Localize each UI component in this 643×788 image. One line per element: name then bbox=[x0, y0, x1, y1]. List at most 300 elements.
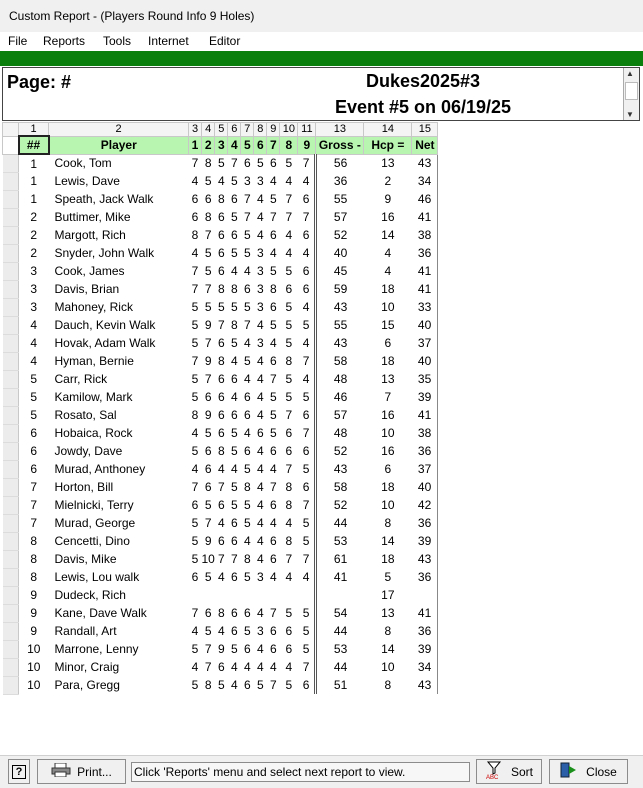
row-selector[interactable] bbox=[3, 352, 19, 370]
net-cell: 39 bbox=[412, 388, 438, 406]
column-header[interactable]: 7 bbox=[267, 136, 280, 154]
hole-score-cell: 7 bbox=[302, 426, 310, 440]
group-number-cell: 5 bbox=[30, 390, 38, 404]
hole-score-cell: 6 bbox=[218, 426, 225, 440]
row-selector[interactable] bbox=[3, 568, 19, 586]
hole-score-cell: 6 bbox=[231, 408, 238, 422]
hole-score-cell: 6 bbox=[231, 516, 238, 530]
column-header[interactable]: Net bbox=[412, 136, 438, 154]
hole-score-cell: 6 bbox=[231, 534, 238, 548]
menu-editor[interactable]: Editor bbox=[209, 34, 241, 48]
hole-score-cell: 5 bbox=[244, 624, 251, 638]
player-name-cell: Davis, Mike bbox=[54, 552, 117, 566]
group-number-cell: 1 bbox=[30, 192, 38, 206]
hole-score-cell: 5 bbox=[231, 174, 238, 188]
hole-score-cell: 6 bbox=[204, 606, 212, 620]
hole-score-cell: 4 bbox=[270, 660, 277, 674]
hole-score-cell: 4 bbox=[231, 390, 238, 404]
hole-score-cell: 5 bbox=[204, 426, 212, 440]
hole-score-cell: 6 bbox=[302, 192, 310, 206]
hole-score-cell: 4 bbox=[231, 660, 238, 674]
hole-score-cell: 6 bbox=[244, 678, 251, 692]
row-selector[interactable] bbox=[3, 136, 19, 154]
gross-cell: 45 bbox=[316, 262, 364, 280]
table-row[interactable] bbox=[3, 586, 438, 604]
row-selector[interactable] bbox=[3, 424, 19, 442]
close-button[interactable] bbox=[549, 759, 628, 784]
row-selector[interactable] bbox=[3, 370, 19, 388]
net-cell: 36 bbox=[412, 622, 438, 640]
column-number: 6 bbox=[228, 123, 241, 137]
hole-score-cell: 5 bbox=[244, 462, 251, 476]
row-selector[interactable] bbox=[3, 658, 19, 676]
hole-score-cell: 6 bbox=[218, 336, 225, 350]
hole-score-cell: 4 bbox=[302, 372, 310, 386]
hole-score-cell: 6 bbox=[191, 498, 199, 512]
net-cell: 36 bbox=[412, 244, 438, 262]
hole-score-cell: 4 bbox=[270, 174, 277, 188]
page-label: Page: # bbox=[7, 72, 72, 92]
column-header[interactable]: 1 bbox=[189, 136, 202, 154]
table-row[interactable] bbox=[3, 334, 438, 352]
menu-reports[interactable]: Reports bbox=[43, 34, 86, 48]
hole-score-cell: 7 bbox=[285, 192, 293, 206]
table-row[interactable] bbox=[3, 190, 438, 208]
hole-score-cell: 4 bbox=[218, 462, 225, 476]
gross-cell: 43 bbox=[316, 460, 364, 478]
column-header[interactable]: 4 bbox=[228, 136, 241, 154]
hole-score-cell: 5 bbox=[204, 246, 212, 260]
handicap-cell: 10 bbox=[381, 498, 395, 512]
group-number-cell: 4 bbox=[30, 354, 38, 368]
row-selector[interactable] bbox=[3, 388, 19, 406]
hole-score-cell bbox=[267, 586, 280, 604]
hole-score-cell: 5 bbox=[244, 246, 251, 260]
table-row[interactable] bbox=[3, 316, 438, 334]
column-number: 8 bbox=[254, 123, 267, 137]
gross-cell: 54 bbox=[316, 604, 364, 622]
hole-score-cell: 5 bbox=[204, 264, 212, 278]
player-name-cell: Dudeck, Rich bbox=[54, 588, 126, 602]
row-selector[interactable] bbox=[3, 550, 19, 568]
sort-button[interactable] bbox=[476, 759, 542, 784]
net-cell: 37 bbox=[412, 334, 438, 352]
gross-cell: 57 bbox=[316, 208, 364, 226]
row-selector[interactable] bbox=[3, 226, 19, 244]
table-row[interactable] bbox=[3, 568, 438, 586]
hole-score-cell: 4 bbox=[285, 516, 293, 530]
row-selector[interactable] bbox=[3, 280, 19, 298]
hole-score-cell: 8 bbox=[204, 210, 212, 224]
row-selector[interactable] bbox=[3, 334, 19, 352]
hole-score-cell: 5 bbox=[285, 336, 293, 350]
hole-score-cell: 4 bbox=[257, 228, 264, 242]
table-row[interactable] bbox=[3, 478, 438, 496]
hole-score-cell: 6 bbox=[244, 156, 251, 171]
player-name-cell: Mahoney, Rick bbox=[54, 300, 133, 314]
player-name-cell: Buttimer, Mike bbox=[54, 210, 131, 224]
hole-score-cell: 6 bbox=[302, 264, 310, 278]
hole-score-cell: 7 bbox=[302, 354, 310, 368]
player-name-cell: Murad, Anthoney bbox=[54, 462, 146, 476]
column-header[interactable]: 5 bbox=[241, 136, 254, 154]
hole-score-cell: 5 bbox=[285, 678, 293, 692]
gross-cell: 55 bbox=[316, 316, 364, 334]
net-cell: 34 bbox=[412, 172, 438, 190]
hole-score-cell: 5 bbox=[285, 372, 293, 386]
net-cell: 36 bbox=[412, 514, 438, 532]
net-cell: 40 bbox=[412, 316, 438, 334]
hole-score-cell: 4 bbox=[257, 192, 264, 206]
hole-score-cell: 5 bbox=[302, 606, 310, 620]
title-bar bbox=[0, 0, 643, 32]
hole-score-cell: 6 bbox=[204, 192, 212, 206]
print-label: Print... bbox=[77, 764, 112, 779]
net-cell bbox=[412, 586, 438, 604]
table-row[interactable] bbox=[3, 406, 438, 424]
table-row[interactable] bbox=[3, 388, 438, 406]
player-name-cell: Hobaica, Rock bbox=[54, 426, 133, 440]
hole-score-cell: 6 bbox=[231, 192, 238, 206]
row-selector[interactable] bbox=[3, 316, 19, 334]
hole-score-cell: 7 bbox=[244, 192, 251, 206]
column-header[interactable]: 2 bbox=[202, 136, 215, 154]
event-line: Event #5 on 06/19/25 bbox=[334, 97, 512, 117]
hole-score-cell: 6 bbox=[302, 408, 310, 422]
hole-score-cell: 6 bbox=[302, 282, 310, 296]
table-row[interactable] bbox=[3, 640, 438, 658]
table-row[interactable] bbox=[3, 676, 438, 694]
hole-score-cell: 8 bbox=[218, 282, 225, 296]
table-row[interactable] bbox=[3, 424, 438, 442]
hole-score-cell: 8 bbox=[285, 354, 293, 368]
hole-score-cell: 5 bbox=[270, 318, 277, 332]
gross-cell: 56 bbox=[316, 154, 364, 172]
player-name-cell: Lewis, Lou walk bbox=[54, 570, 140, 584]
hole-score-cell: 5 bbox=[270, 408, 277, 422]
hole-score-cell: 3 bbox=[257, 264, 264, 278]
handicap-cell: 18 bbox=[381, 282, 395, 296]
group-number-cell: 5 bbox=[30, 372, 38, 386]
hole-score-cell: 5 bbox=[244, 300, 251, 314]
printer-icon bbox=[51, 763, 71, 780]
hole-score-cell: 4 bbox=[257, 390, 264, 404]
hole-score-cell: 4 bbox=[257, 660, 264, 674]
handicap-cell: 14 bbox=[381, 228, 395, 242]
player-name-cell: Dauch, Kevin Walk bbox=[54, 318, 156, 332]
hole-score-cell: 4 bbox=[231, 678, 238, 692]
scroll-thumb[interactable] bbox=[625, 82, 638, 100]
hole-score-cell: 7 bbox=[302, 498, 310, 512]
hole-score-cell: 6 bbox=[231, 606, 238, 620]
hole-score-cell: 6 bbox=[218, 210, 225, 224]
group-number-cell: 8 bbox=[30, 552, 38, 566]
net-cell: 39 bbox=[412, 532, 438, 550]
hole-score-cell: 3 bbox=[257, 570, 264, 584]
table-row[interactable] bbox=[3, 514, 438, 532]
hole-score-cell: 3 bbox=[257, 174, 264, 188]
row-selector[interactable] bbox=[3, 190, 19, 208]
hole-score-cell: 6 bbox=[270, 156, 277, 171]
report-title: Dukes2025#3 bbox=[365, 71, 481, 91]
hole-score-cell: 4 bbox=[302, 570, 310, 584]
hole-score-cell: 9 bbox=[204, 408, 212, 422]
handicap-cell: 13 bbox=[381, 606, 395, 620]
table-row[interactable] bbox=[3, 244, 438, 262]
hole-score-cell: 7 bbox=[218, 552, 225, 566]
column-header[interactable]: Gross - bbox=[316, 136, 364, 154]
row-selector[interactable] bbox=[3, 460, 19, 478]
hole-score-cell: 9 bbox=[218, 642, 225, 656]
net-cell: 42 bbox=[412, 496, 438, 514]
table-row[interactable] bbox=[3, 622, 438, 640]
group-number-cell: 4 bbox=[30, 318, 38, 332]
column-header[interactable]: Player bbox=[49, 136, 189, 154]
hole-score-cell: 6 bbox=[204, 462, 212, 476]
hole-score-cell: 6 bbox=[285, 282, 293, 296]
hole-score-cell: 4 bbox=[244, 264, 251, 278]
hole-score-cell: 5 bbox=[244, 228, 251, 242]
hole-score-cell: 7 bbox=[302, 660, 310, 674]
row-selector[interactable] bbox=[3, 622, 19, 640]
row-selector[interactable] bbox=[3, 676, 19, 694]
table-row[interactable] bbox=[3, 208, 438, 226]
column-number-row bbox=[3, 123, 438, 137]
table-row[interactable] bbox=[3, 298, 438, 316]
row-selector[interactable] bbox=[3, 532, 19, 550]
row-selector[interactable] bbox=[3, 442, 19, 460]
hole-score-cell: 4 bbox=[257, 552, 264, 566]
hole-score-cell: 5 bbox=[302, 624, 310, 638]
hole-score-cell: 6 bbox=[302, 678, 310, 692]
hole-score-cell: 5 bbox=[231, 336, 238, 350]
group-number-cell: 3 bbox=[30, 264, 38, 278]
player-name-cell: Jowdy, Dave bbox=[54, 444, 123, 458]
table-row[interactable] bbox=[3, 352, 438, 370]
table-row[interactable] bbox=[3, 460, 438, 478]
row-selector[interactable] bbox=[3, 154, 19, 172]
table-row[interactable] bbox=[3, 532, 438, 550]
hole-score-cell: 5 bbox=[244, 570, 251, 584]
player-name-cell: Mielnicki, Terry bbox=[54, 498, 134, 512]
hole-score-cell: 8 bbox=[191, 408, 199, 422]
group-number-cell: 7 bbox=[30, 480, 38, 494]
column-header[interactable]: ## bbox=[19, 136, 49, 154]
player-name-cell: Kane, Dave Walk bbox=[54, 606, 147, 620]
row-selector[interactable] bbox=[3, 586, 19, 604]
svg-text:ABC: ABC bbox=[485, 775, 499, 780]
handicap-cell: 16 bbox=[381, 210, 395, 224]
hole-score-cell: 7 bbox=[204, 642, 212, 656]
menu-tools[interactable]: Tools bbox=[103, 34, 132, 48]
hole-score-cell: 5 bbox=[270, 390, 277, 404]
group-number-cell: 10 bbox=[27, 642, 41, 656]
handicap-cell: 10 bbox=[381, 300, 395, 314]
table-row[interactable] bbox=[3, 172, 438, 190]
table-row[interactable] bbox=[3, 262, 438, 280]
hole-score-cell bbox=[202, 586, 215, 604]
hole-score-cell: 8 bbox=[244, 552, 251, 566]
group-number-cell: 3 bbox=[30, 300, 38, 314]
column-header[interactable]: 3 bbox=[215, 136, 228, 154]
group-number-cell: 6 bbox=[30, 444, 38, 458]
menu-internet[interactable]: Internet bbox=[148, 34, 189, 48]
table-row[interactable] bbox=[3, 604, 438, 622]
hole-score-cell: 4 bbox=[285, 174, 293, 188]
player-name-cell: Horton, Bill bbox=[54, 480, 114, 494]
net-cell: 37 bbox=[412, 460, 438, 478]
hole-score-cell: 5 bbox=[270, 426, 277, 440]
row-selector[interactable] bbox=[3, 262, 19, 280]
hole-score-cell: 5 bbox=[244, 498, 251, 512]
hole-score-cell: 6 bbox=[218, 534, 225, 548]
hole-score-cell: 7 bbox=[270, 678, 277, 692]
hole-score-cell: 6 bbox=[270, 534, 277, 548]
status-message: Click 'Reports' menu and select next report to view. bbox=[131, 762, 470, 782]
hole-score-cell: 6 bbox=[285, 642, 293, 656]
hole-score-cell: 7 bbox=[191, 480, 199, 494]
player-name-cell: Cook, Tom bbox=[54, 156, 112, 171]
handicap-cell: 6 bbox=[384, 462, 392, 476]
player-name-cell: Snyder, John Walk bbox=[54, 246, 155, 260]
print-button[interactable] bbox=[37, 759, 126, 784]
hole-score-cell: 4 bbox=[191, 246, 199, 260]
row-selector[interactable] bbox=[3, 496, 19, 514]
hole-score-cell: 6 bbox=[218, 498, 225, 512]
net-cell: 35 bbox=[412, 370, 438, 388]
column-header[interactable]: Hcp = bbox=[364, 136, 412, 154]
row-selector[interactable] bbox=[3, 640, 19, 658]
hole-score-cell: 4 bbox=[191, 462, 199, 476]
row-selector[interactable] bbox=[3, 172, 19, 190]
hole-score-cell: 5 bbox=[285, 606, 293, 620]
table-row[interactable] bbox=[3, 658, 438, 676]
table-row[interactable] bbox=[3, 370, 438, 388]
hole-score-cell: 6 bbox=[302, 444, 310, 458]
report-header-panel bbox=[2, 67, 640, 121]
handicap-cell: 9 bbox=[384, 192, 392, 206]
hole-score-cell: 6 bbox=[231, 228, 238, 242]
net-cell: 33 bbox=[412, 298, 438, 316]
net-cell: 38 bbox=[412, 226, 438, 244]
row-selector[interactable] bbox=[3, 514, 19, 532]
net-cell: 39 bbox=[412, 640, 438, 658]
column-number: 13 bbox=[316, 123, 364, 137]
net-cell: 41 bbox=[412, 208, 438, 226]
hole-score-cell: 7 bbox=[218, 318, 225, 332]
hole-score-cell: 6 bbox=[218, 264, 225, 278]
group-number-cell: 2 bbox=[30, 228, 38, 242]
hole-score-cell: 6 bbox=[218, 246, 225, 260]
hole-score-cell: 7 bbox=[204, 282, 212, 296]
net-cell: 36 bbox=[412, 568, 438, 586]
table-row[interactable] bbox=[3, 154, 438, 172]
hole-score-cell: 7 bbox=[204, 228, 212, 242]
handicap-cell: 18 bbox=[381, 354, 395, 368]
row-selector[interactable] bbox=[3, 406, 19, 424]
group-number-cell: 10 bbox=[27, 660, 41, 674]
close-label: Close bbox=[586, 764, 617, 779]
hole-score-cell: 5 bbox=[191, 678, 199, 692]
hole-score-cell: 5 bbox=[231, 426, 238, 440]
hole-score-cell: 4 bbox=[191, 660, 199, 674]
handicap-cell: 16 bbox=[381, 408, 395, 422]
gross-cell: 52 bbox=[316, 442, 364, 460]
hole-score-cell: 5 bbox=[191, 372, 199, 386]
column-number: 11 bbox=[298, 123, 316, 137]
table-row[interactable] bbox=[3, 550, 438, 568]
column-header[interactable]: 6 bbox=[254, 136, 267, 154]
menu-file[interactable]: File bbox=[8, 34, 28, 48]
hole-score-cell: 5 bbox=[244, 516, 251, 530]
group-number-cell: 6 bbox=[30, 426, 38, 440]
column-header[interactable]: 9 bbox=[298, 136, 316, 154]
column-header[interactable]: 8 bbox=[280, 136, 298, 154]
hole-score-cell: 6 bbox=[270, 642, 277, 656]
hole-score-cell: 5 bbox=[204, 498, 212, 512]
gross-cell: 59 bbox=[316, 280, 364, 298]
hole-score-cell: 6 bbox=[270, 498, 277, 512]
net-cell: 43 bbox=[412, 550, 438, 568]
hole-score-cell: 3 bbox=[257, 300, 264, 314]
handicap-cell: 16 bbox=[381, 444, 395, 458]
hole-score-cell: 3 bbox=[257, 624, 264, 638]
table-row[interactable] bbox=[3, 496, 438, 514]
hole-score-cell: 4 bbox=[302, 336, 310, 350]
hole-score-cell: 7 bbox=[191, 282, 199, 296]
hole-score-cell: 7 bbox=[244, 210, 251, 224]
group-number-cell: 9 bbox=[30, 588, 38, 602]
column-number: 2 bbox=[49, 123, 189, 137]
hole-score-cell: 5 bbox=[302, 318, 310, 332]
hole-score-cell: 6 bbox=[218, 372, 225, 386]
player-name-cell: Hyman, Bernie bbox=[54, 354, 134, 368]
player-name-cell: Rosato, Sal bbox=[54, 408, 117, 422]
handicap-cell: 4 bbox=[384, 264, 392, 278]
hole-score-cell: 4 bbox=[231, 462, 238, 476]
handicap-cell: 8 bbox=[384, 516, 392, 530]
help-button[interactable] bbox=[8, 759, 30, 784]
table-row[interactable] bbox=[3, 226, 438, 244]
hole-score-cell: 5 bbox=[191, 534, 199, 548]
scroll-down-icon[interactable]: ▼ bbox=[626, 110, 634, 119]
hole-score-cell: 7 bbox=[285, 408, 293, 422]
group-number-cell: 6 bbox=[30, 462, 38, 476]
row-selector[interactable] bbox=[3, 478, 19, 496]
row-selector[interactable] bbox=[3, 298, 19, 316]
hole-score-cell: 6 bbox=[191, 570, 199, 584]
row-selector[interactable] bbox=[3, 244, 19, 262]
gross-cell: 46 bbox=[316, 388, 364, 406]
player-name-cell: Minor, Craig bbox=[54, 660, 120, 674]
column-number: 14 bbox=[364, 123, 412, 137]
handicap-cell: 14 bbox=[381, 642, 395, 656]
hole-score-cell: 8 bbox=[285, 534, 293, 548]
hole-score-cell: 5 bbox=[218, 156, 225, 171]
scroll-up-icon[interactable]: ▲ bbox=[626, 69, 634, 78]
hole-score-cell: 7 bbox=[270, 606, 277, 620]
hole-score-cell: 6 bbox=[218, 660, 225, 674]
table-row[interactable] bbox=[3, 442, 438, 460]
hole-score-cell: 8 bbox=[231, 318, 238, 332]
table-row[interactable] bbox=[3, 280, 438, 298]
group-number-cell: 7 bbox=[30, 498, 38, 512]
hole-score-cell: 6 bbox=[270, 228, 277, 242]
hole-score-cell: 5 bbox=[191, 552, 199, 566]
row-selector[interactable] bbox=[3, 208, 19, 226]
row-selector[interactable] bbox=[3, 604, 19, 622]
header-scrollbar[interactable] bbox=[623, 68, 639, 120]
